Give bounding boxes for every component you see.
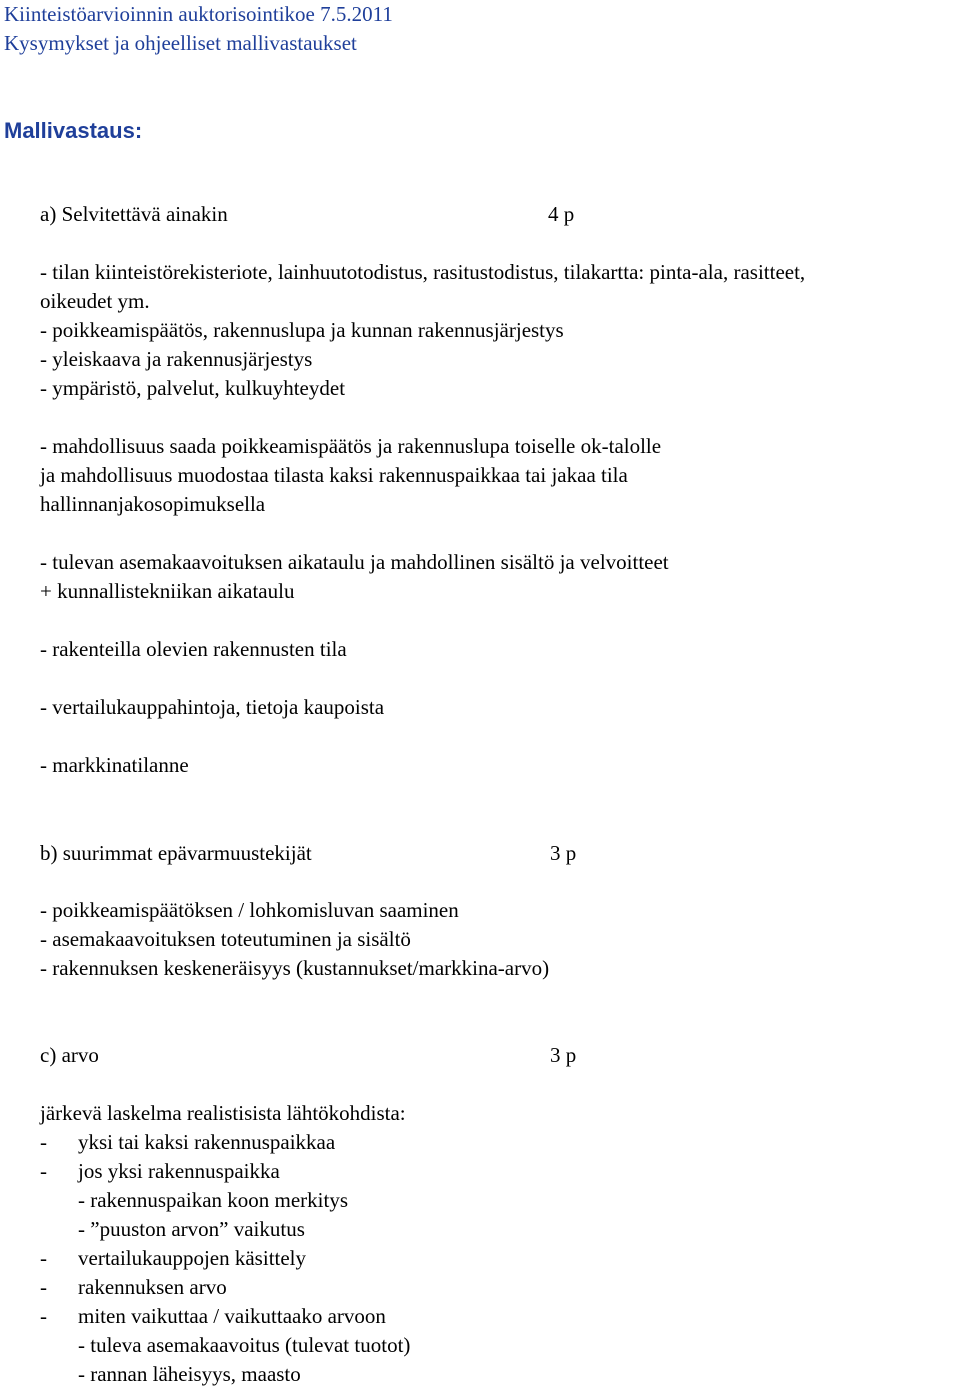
- section-b-title: b) suurimmat epävarmuustekijät: [40, 841, 312, 865]
- section-c-intro: järkevä laskelma realistisista lähtökohdista:: [40, 1101, 406, 1125]
- section-a-line: hallinnanjakosopimuksella: [40, 492, 266, 516]
- sub-list-item: - rannan läheisyys, maasto: [78, 1362, 301, 1386]
- section-c-title: c) arvo: [40, 1043, 99, 1067]
- list-item: miten vaikuttaa / vaikuttaako arvoon: [78, 1304, 386, 1328]
- section-a-line: - rakenteilla olevien rakennusten tila: [40, 637, 347, 661]
- section-heading: Mallivastaus:: [4, 118, 143, 143]
- section-a-line: - ympäristö, palvelut, kulkuyhteydet: [40, 376, 346, 400]
- section-b-points: 3 p: [550, 841, 577, 865]
- section-a-line: ja mahdollisuus muodostaa tilasta kaksi rakennuspaikkaa tai jakaa tila: [40, 463, 628, 487]
- section-a-line: - tulevan asemakaavoituksen aikataulu ja mahdollinen sisältö ja velvoitteet: [40, 550, 669, 574]
- list-item: yksi tai kaksi rakennuspaikkaa: [78, 1130, 336, 1154]
- section-a-line: - mahdollisuus saada poikkeamispäätös ja rakennuslupa toiselle ok-talolle: [40, 434, 662, 458]
- section-a-line: - tilan kiinteistörekisteriote, lainhuutotodistus, rasitustodistus, tilakartta: pinta-ala, rasitteet,: [40, 260, 806, 284]
- list-bullet: -: [40, 1159, 47, 1183]
- section-a-line: - vertailukauppahintoja, tietoja kaupoista: [40, 695, 385, 719]
- section-a-title: a) Selvitettävä ainakin: [40, 202, 228, 226]
- section-b-line: - poikkeamispäätöksen / lohkomisluvan saaminen: [40, 898, 459, 922]
- list-bullet: -: [40, 1246, 47, 1270]
- section-a-line: - yleiskaava ja rakennusjärjestys: [40, 347, 313, 371]
- sub-list-item: - rakennuspaikan koon merkitys: [78, 1188, 349, 1212]
- section-c-points: 3 p: [550, 1043, 577, 1067]
- list-bullet: -: [40, 1130, 47, 1154]
- section-a-points: 4 p: [548, 202, 575, 226]
- list-bullet: -: [40, 1304, 47, 1328]
- sub-list-item: - tuleva asemakaavoitus (tulevat tuotot): [78, 1333, 411, 1357]
- sub-list-item: - ”puuston arvon” vaikutus: [78, 1217, 305, 1241]
- header-subtitle: Kysymykset ja ohjeelliset mallivastaukset: [4, 31, 357, 55]
- document-header: [4, 0, 393, 58]
- section-b-line: - rakennuksen keskeneräisyys (kustannukset/markkina-arvo): [40, 956, 550, 980]
- list-item: rakennuksen arvo: [78, 1275, 227, 1299]
- section-a-line: - poikkeamispäätös, rakennuslupa ja kunnan rakennusjärjestys: [40, 318, 564, 342]
- header-title: Kiinteistöarvioinnin auktorisointikoe 7.5.2011: [4, 2, 393, 26]
- section-a-line: oikeudet ym.: [40, 289, 150, 313]
- list-item: jos yksi rakennuspaikka: [78, 1159, 280, 1183]
- list-bullet: -: [40, 1275, 47, 1299]
- list-item: vertailukauppojen käsittely: [78, 1246, 307, 1270]
- section-b-line: - asemakaavoituksen toteutuminen ja sisältö: [40, 927, 411, 951]
- section-a-line: + kunnallistekniikan aikataulu: [40, 579, 295, 603]
- section-a-line: - markkinatilanne: [40, 753, 189, 777]
